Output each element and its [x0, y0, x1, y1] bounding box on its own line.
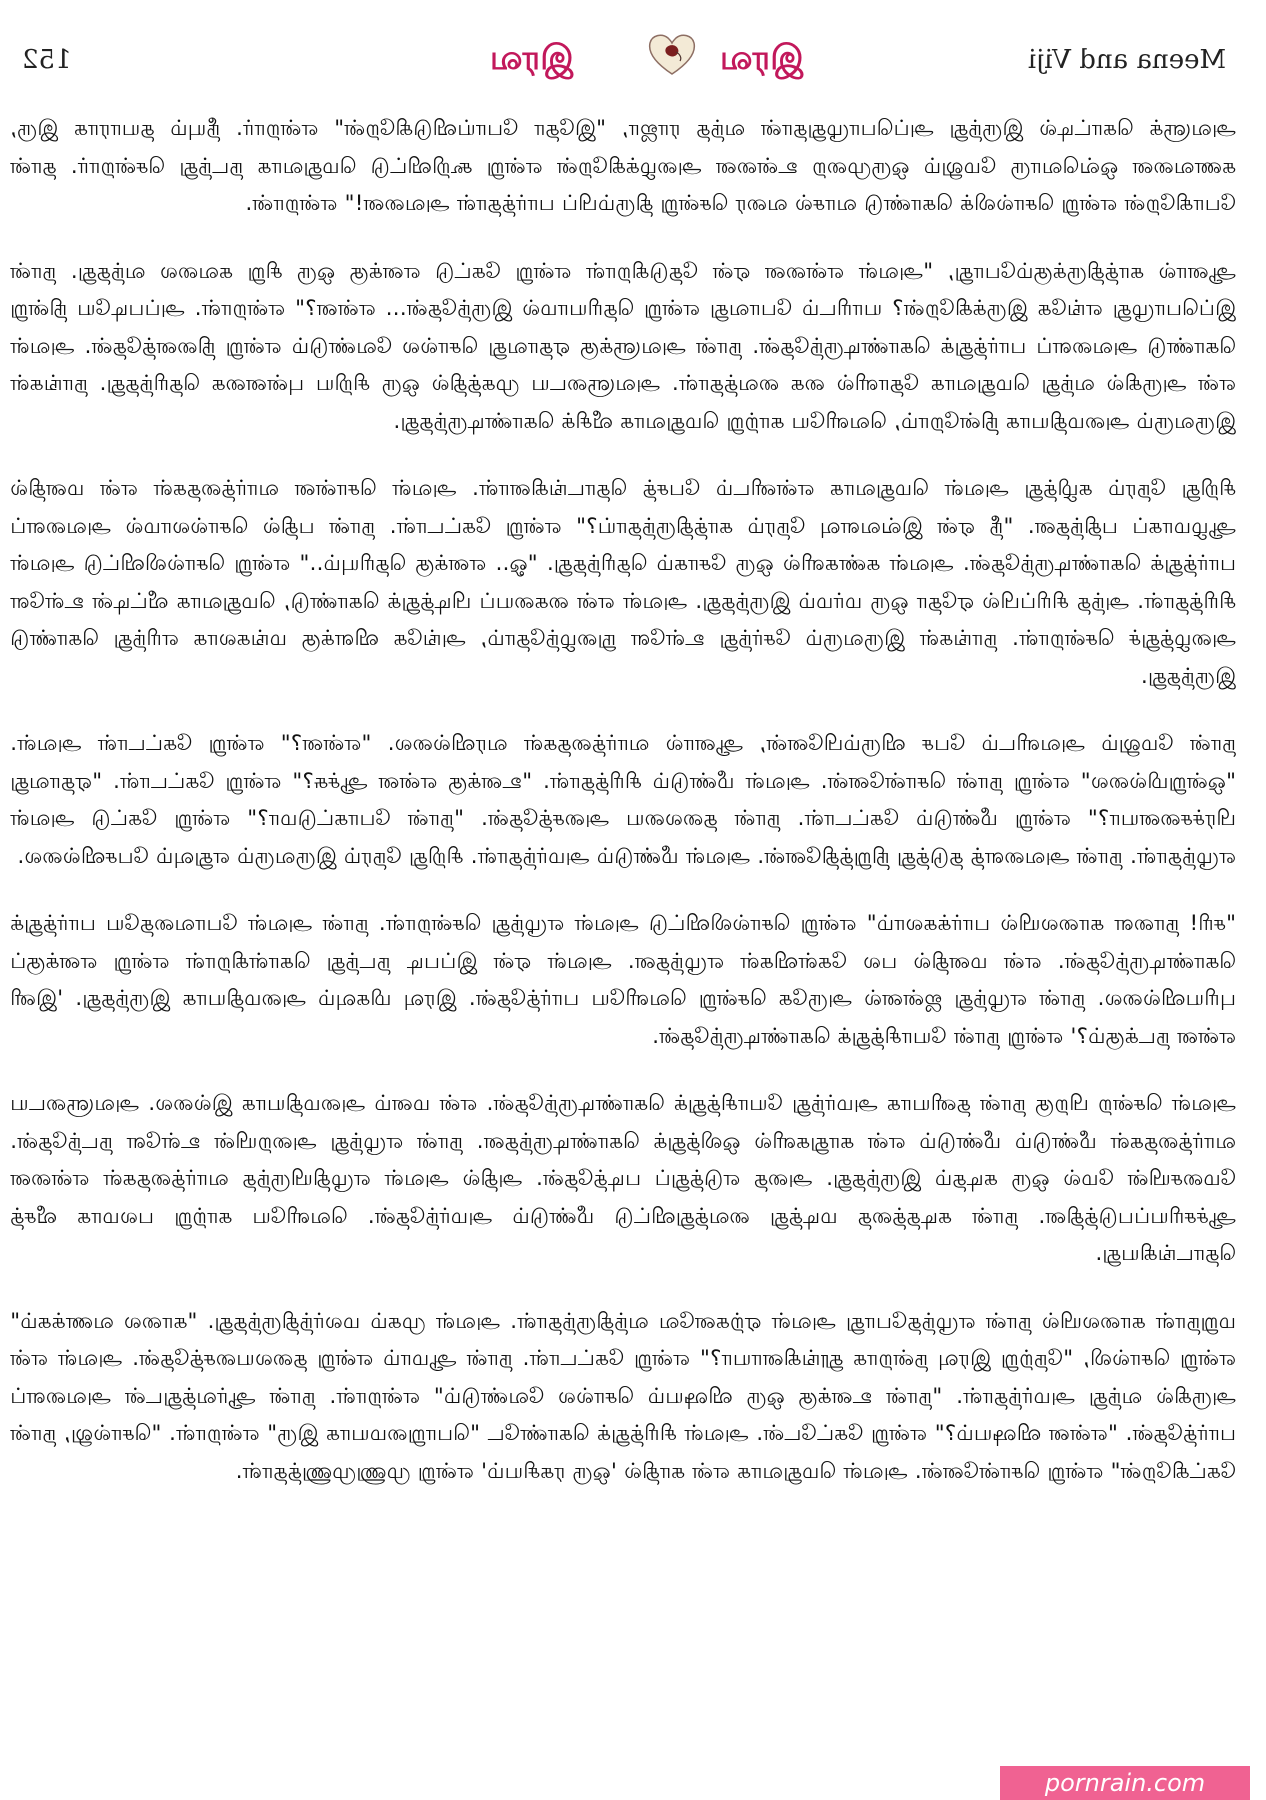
page-header — [0, 0, 1266, 95]
heart-ornament-icon — [646, 30, 698, 78]
paragraph: மறுநாள் காலையில் நான் எழுந்தபோது அவள் ஏற்கனவே வந்திருந்தாள். அவள் முகம் மலர்ந்திருந்தது. "காலை வணக்கம்" என்று சொல்லி, "நேற்று இரவு நன்றாக தூங்கினாயா?" என்று கேட்டாள். நான் ஆமாம் என்று தலையசைத்தேன். அவள் என் அருகில் வந்து அமர்ந்தாள். "நான் உனக்கு ஒரு விஷயம் சொல்ல வேண்டும்" என்றாள். நான் ஆர்வத்துடன் அவளைப் பார்த்தேன். "என்ன விஷயம்?" என்று கேட்டேன். அவள் சிரித்துக் கொண்டே "பொறுமையாக இரு" என்றாள். "சொல்லு, நான் கேட்கிறேன்" என்று சொன்னேன். அவள் மெதுவாக என் காதில் 'ஒரு ரகசியம்' என்று முணுமுணுத்தாள். — [10, 1308, 1236, 1484]
body-text — [10, 110, 1236, 1520]
paragraph: அவள் சென்ற பிறகு நான் தனியாக அமர்ந்து யோசித்துக் கொண்டிருந்தேன். என் மனம் அமைதியாக இல்லை. அவளுடைய வார்த்தைகள் மீண்டும் மீண்டும் என் காதுகளில் ஒலித்துக் கொண்டிருந்தன. நான் எழுந்து அறையின் உள்ளே நடந்தேன். மேசையின் மேல் ஒரு கடிதம் இருந்தது. அதை எடுத்துப் படித்தேன். அதில் அவள் எழுதியிருந்த வார்த்தைகள் என்னை ஆச்சரியப்படுத்தின. நான் கடிதத்தை மடித்து வைத்துவிட்டு மீண்டும் அமர்ந்தேன். வெளியே காற்று பலமாக வீசத் தொடங்கியது. — [10, 1091, 1236, 1266]
running-title: Meena and Viji — [1027, 45, 1226, 75]
paragraph: சிறிது நேரம் கழித்து அவள் மெதுவாக என்னிடம் பேசத் தொடங்கினாள். அவள் சொன்ன வார்த்தைகள் என் மனதில் ஆழமாகப் பதிந்தன. "நீ ஏன் இவ்வளவு நேரம் காத்திருந்தாய்?" என்று கேட்டாள். நான் பதில் சொல்லாமல் அவளைப் பார்த்துக் கொண்டிருந்தேன். அவள் கண்களில் ஒரு சோகம் தெரிந்தது. "ஓ.. எனக்கு தெரியும்.." என்று சொல்லிவிட்டு அவள் சிரித்தாள். அந்த சிரிப்பில் ஏதோ ஒரு மர்மம் இருந்தது. அவள் என் கையைப் பிடித்துக் கொண்டு, மெதுவாக வீட்டின் உள்ளே அழைத்துச் சென்றாள். நாங்கள் இருவரும் சேர்ந்து உள்ளே நுழைந்தோம், அங்கே விளக்கு மங்கலாக எரிந்து கொண்டு இருந்தது. — [10, 476, 1236, 689]
watermark: pornrain.com — [1000, 1766, 1250, 1800]
paragraph: ஆனால் காத்திருக்கும்போது, "அவள் என்னை ஏன் தேடுகிறாள் என்று கேட்டு எனக்கு ஒரு சிறு கவலை வந்தது. நான் இப்பொழுது எங்கே இருக்கிறேன்? யாரிடம் போவது என்று தெரியாமல் இருந்தேன்... என்ன?" என்றாள். அப்படியே நின்று கொண்டு அவளைப் பார்த்துக் கொண்டிருந்தேன். நான் அவளுக்கு ஏதாவது சொல்ல வேண்டும் என்று நினைத்தேன். அவள் என் அருகில் வந்து மெதுவாக தோளில் கை வைத்தாள். அவளுடைய முகத்தில் ஒரு சிறிய புன்னகை தெரிந்தது. நாங்கள் இருவரும் அமைதியாக நின்றோம், வெளியே காற்று மெதுவாக வீசிக் கொண்டிருந்தது. — [10, 258, 1236, 434]
paragraph: "சரி! நாளை காலையில் பார்க்கலாம்" என்று சொல்லிவிட்டு அவள் எழுந்து சென்றாள். நான் அவள் போவதையே பார்த்துக் கொண்டிருந்தேன். என் மனதில் பல கேள்விகள் எழுந்தன. அவள் ஏன் இப்படி நடந்து கொள்கிறாள் என்று எனக்குப் புரியவில்லை. நான் எழுந்து ஜன்னல் அருகே சென்று வெளியே பார்த்தேன். இரவு மிகவும் அமைதியாக இருந்தது. 'இனி என்ன நடக்கும்?' என்று நான் யோசித்துக் கொண்டிருந்தேன். — [10, 911, 1236, 1049]
chapter-heading-left: இரவ — [490, 38, 574, 78]
page-number: 152 — [22, 45, 72, 75]
paragraph: அவளுக் கொட்டில் இருந்து அப்பொழுதுதான் வந்த ராஜா, "இதோ போய்விடுகிறேன்" என்றார். நீயும் தயாராக இரு, கணவனை ஒவ்வொரு மேலும் ஒருமுறை உன்னை அழைக்கிறேன் என்று கூறிவிட்டு மெதுவாக நடந்து சென்றார். தான் போகிறேன் என்று சொல்லிக் கொண்டு வாசல் வரை சென்று திரும்பிப் பார்த்தாள் அவனை!" என்றான். — [10, 116, 1236, 216]
paragraph: நான் மேலும் அவளிடம் பேச விரும்பினேன், ஆனால் வார்த்தைகள் வரவில்லை. "என்ன?" என்று கேட்டாள் அவள். "ஒன்றுமில்லை" என்று நான் சொன்னேன். அவள் மீண்டும் சிரித்தாள். "உனக்கு என்ன ஆச்சு?" என்று கேட்டாள். "ஏதாவது பிரச்சனையா?" என்று மீண்டும் கேட்டாள். நான் தலையை அசைத்தேன். "நான் போகட்டுமா?" என்று கேட்டு அவள் எழுந்தாள். நான் அவளைத் தடுத்து நிறுத்தினேன். அவள் மீண்டும் அமர்ந்தாள். சிறிது நேரம் இருவரும் எதுவும் பேசவில்லை. — [10, 731, 1236, 869]
chapter-heading-right: இரவ — [720, 38, 804, 78]
